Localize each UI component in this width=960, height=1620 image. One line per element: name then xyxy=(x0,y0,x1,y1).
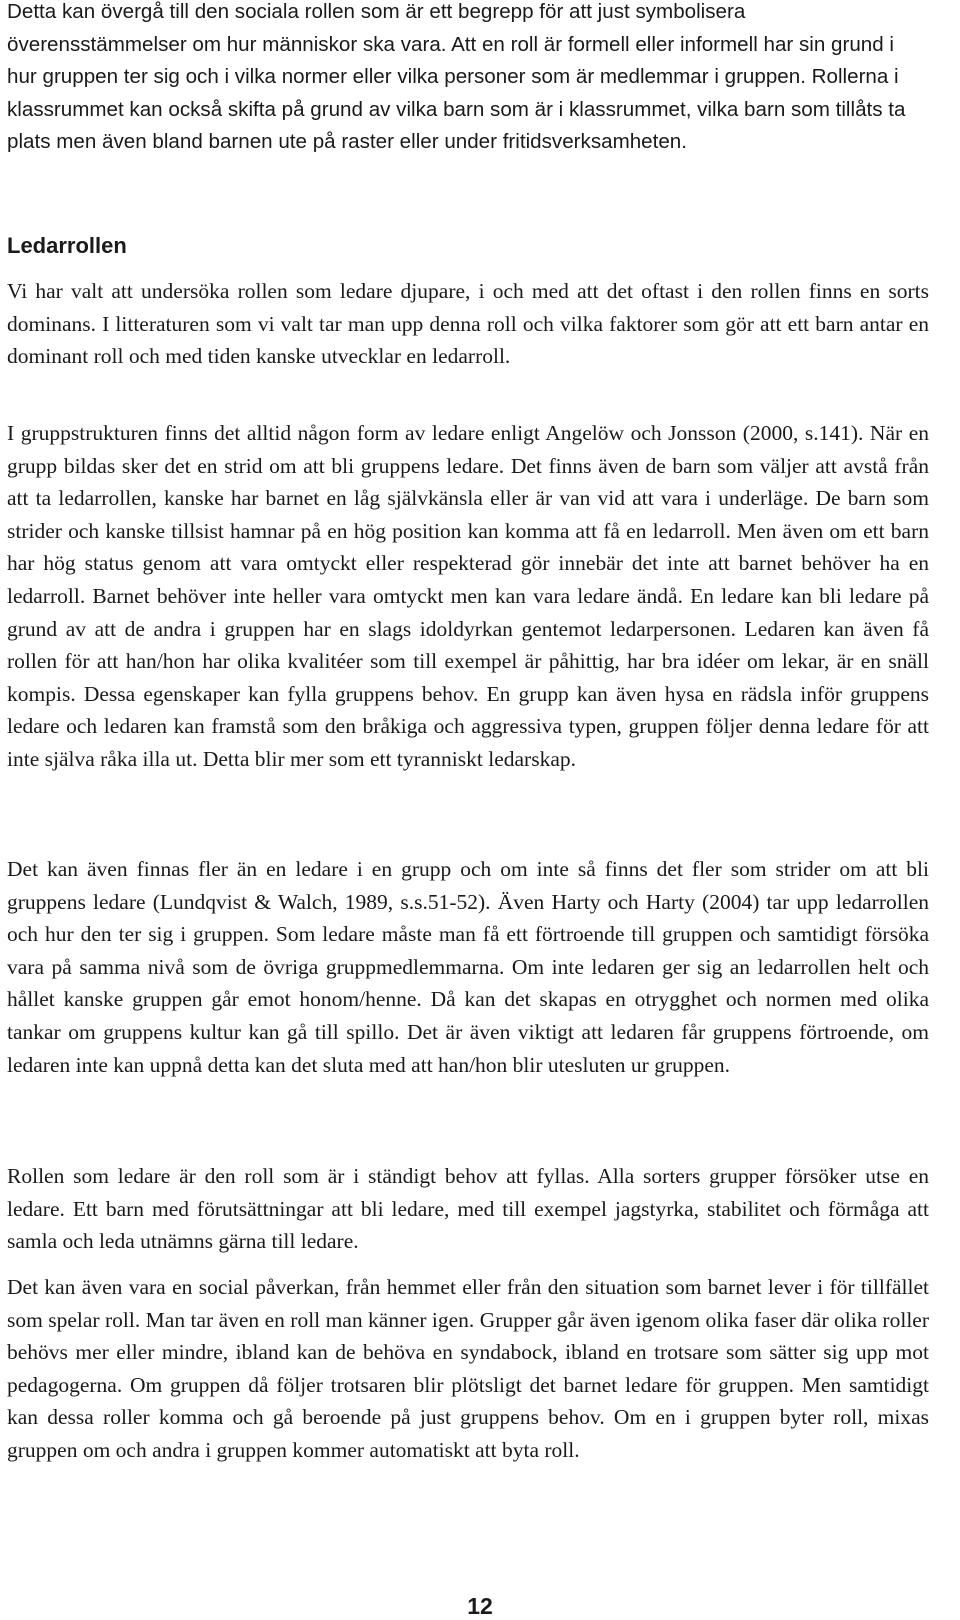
intro-paragraph: Detta kan övergå till den sociala rollen som är ett begrepp för att just symbolisera överensstämmelser om hur människor ska vara. Att en roll är formell eller informell har sin grund i hur gruppen ter sig och i vilka normer eller vilka personer som är medlemmar i gruppen. Rollerna i klassrummet kan också skifta på grund av vilka barn som är i klassrummet, vilka barn som tillåts ta plats men även bland barnen ute på raster eller under fritidsverksamheten. xyxy=(7,0,906,153)
paragraph-5: Det kan även vara en social påverkan, från hemmet eller från den situation som barnet lever i för tillfället som spelar roll. Man tar även en roll man känner igen. Grupper går även igenom olika faser där olika roller behövs mer eller mindre, ibland kan de behöva en syndabock, ibland en trotsare som sätter sig upp mot pedagogerna. Om gruppen då följer trotsaren blir plötsligt det barnet ledare för gruppen. Men samtidigt kan dessa roller komma och gå beroende på just gruppens behov. Om en i gruppen byter roll, mixas gruppen om och andra i gruppen kommer automatiskt att byta roll. xyxy=(7,1275,929,1462)
paragraph-1: Vi har valt att undersöka rollen som ledare djupare, i och med att det oftast i den rollen finns en sorts dominans. I litteraturen som vi valt tar man upp denna roll och vilka faktorer som gör att ett barn antar en dominant roll och med tiden kanske utvecklar en ledarroll. xyxy=(7,279,929,369)
paragraph-4: Rollen som ledare är den roll som är i ständigt behov att fyllas. Alla sorters grupper försöker utse en ledare. Ett barn med förutsättningar att bli ledare, med till exempel jagstyrka, stabilitet och förmåga att samla och leda utnämns gärna till ledare. xyxy=(7,1164,929,1254)
section-heading: Ledarrollen xyxy=(7,233,127,258)
page-number: 12 xyxy=(467,1593,493,1619)
paragraph-3: Det kan även finnas fler än en ledare i en grupp och om inte så finns det fler som strider om att bli gruppens ledare (Lundqvist & Walch, 1989, s.s.51-52). Även Harty och Harty (2004) tar upp ledarrollen och hur den ter sig i gruppen. Som ledare måste man få ett förtroende till gruppen och samtidigt försöka vara på samma nivå som de övriga gruppmedlemmarna. Om inte ledaren ger sig an ledarrollen helt och hållet kanske gruppen går emot honom/henne. Då kan det skapas en otrygghet och normen med olika tankar om gruppens kultur kan gå till spillo. Det är även viktigt att ledaren får gruppens förtroende, om ledaren inte kan uppnå detta kan det sluta med att han/hon blir utesluten ur gruppen. xyxy=(7,857,929,1077)
paragraph-2: I gruppstrukturen finns det alltid någon form av ledare enligt Angelöw och Jonsson (2000, s.141). När en grupp bildas sker det en strid om att bli gruppens ledare. Det finns även de barn som väljer att avstå från att ta ledarrollen, kanske har barnet en låg självkänsla eller är van vid att vara i underläge. De barn som strider och kanske tillsist hamnar på en hög position kan komma att få en ledarroll. Men även om ett barn har hög status genom att vara omtyckt eller respekterad gör innebär det inte att barnet behöver ha en ledarroll. Barnet behöver inte heller vara omtyckt men kan vara ledare ändå. En ledare kan bli ledare på grund av att de andra i gruppen har en slags idoldyrkan gentemot ledarpersonen. Ledaren kan även få rollen för att han/hon har olika kvalitéer som till exempel är påhittig, har bra idéer om lekar, är en snäll kompis. Dessa egenskaper kan fylla gruppens behov. En grupp kan även hysa en rädsla inför gruppens ledare och ledaren kan framstå som den bråkiga och aggressiva typen, gruppen följer denna ledare för att inte själva råka illa ut. Detta blir mer som ett tyranniskt ledarskap. xyxy=(7,421,929,771)
